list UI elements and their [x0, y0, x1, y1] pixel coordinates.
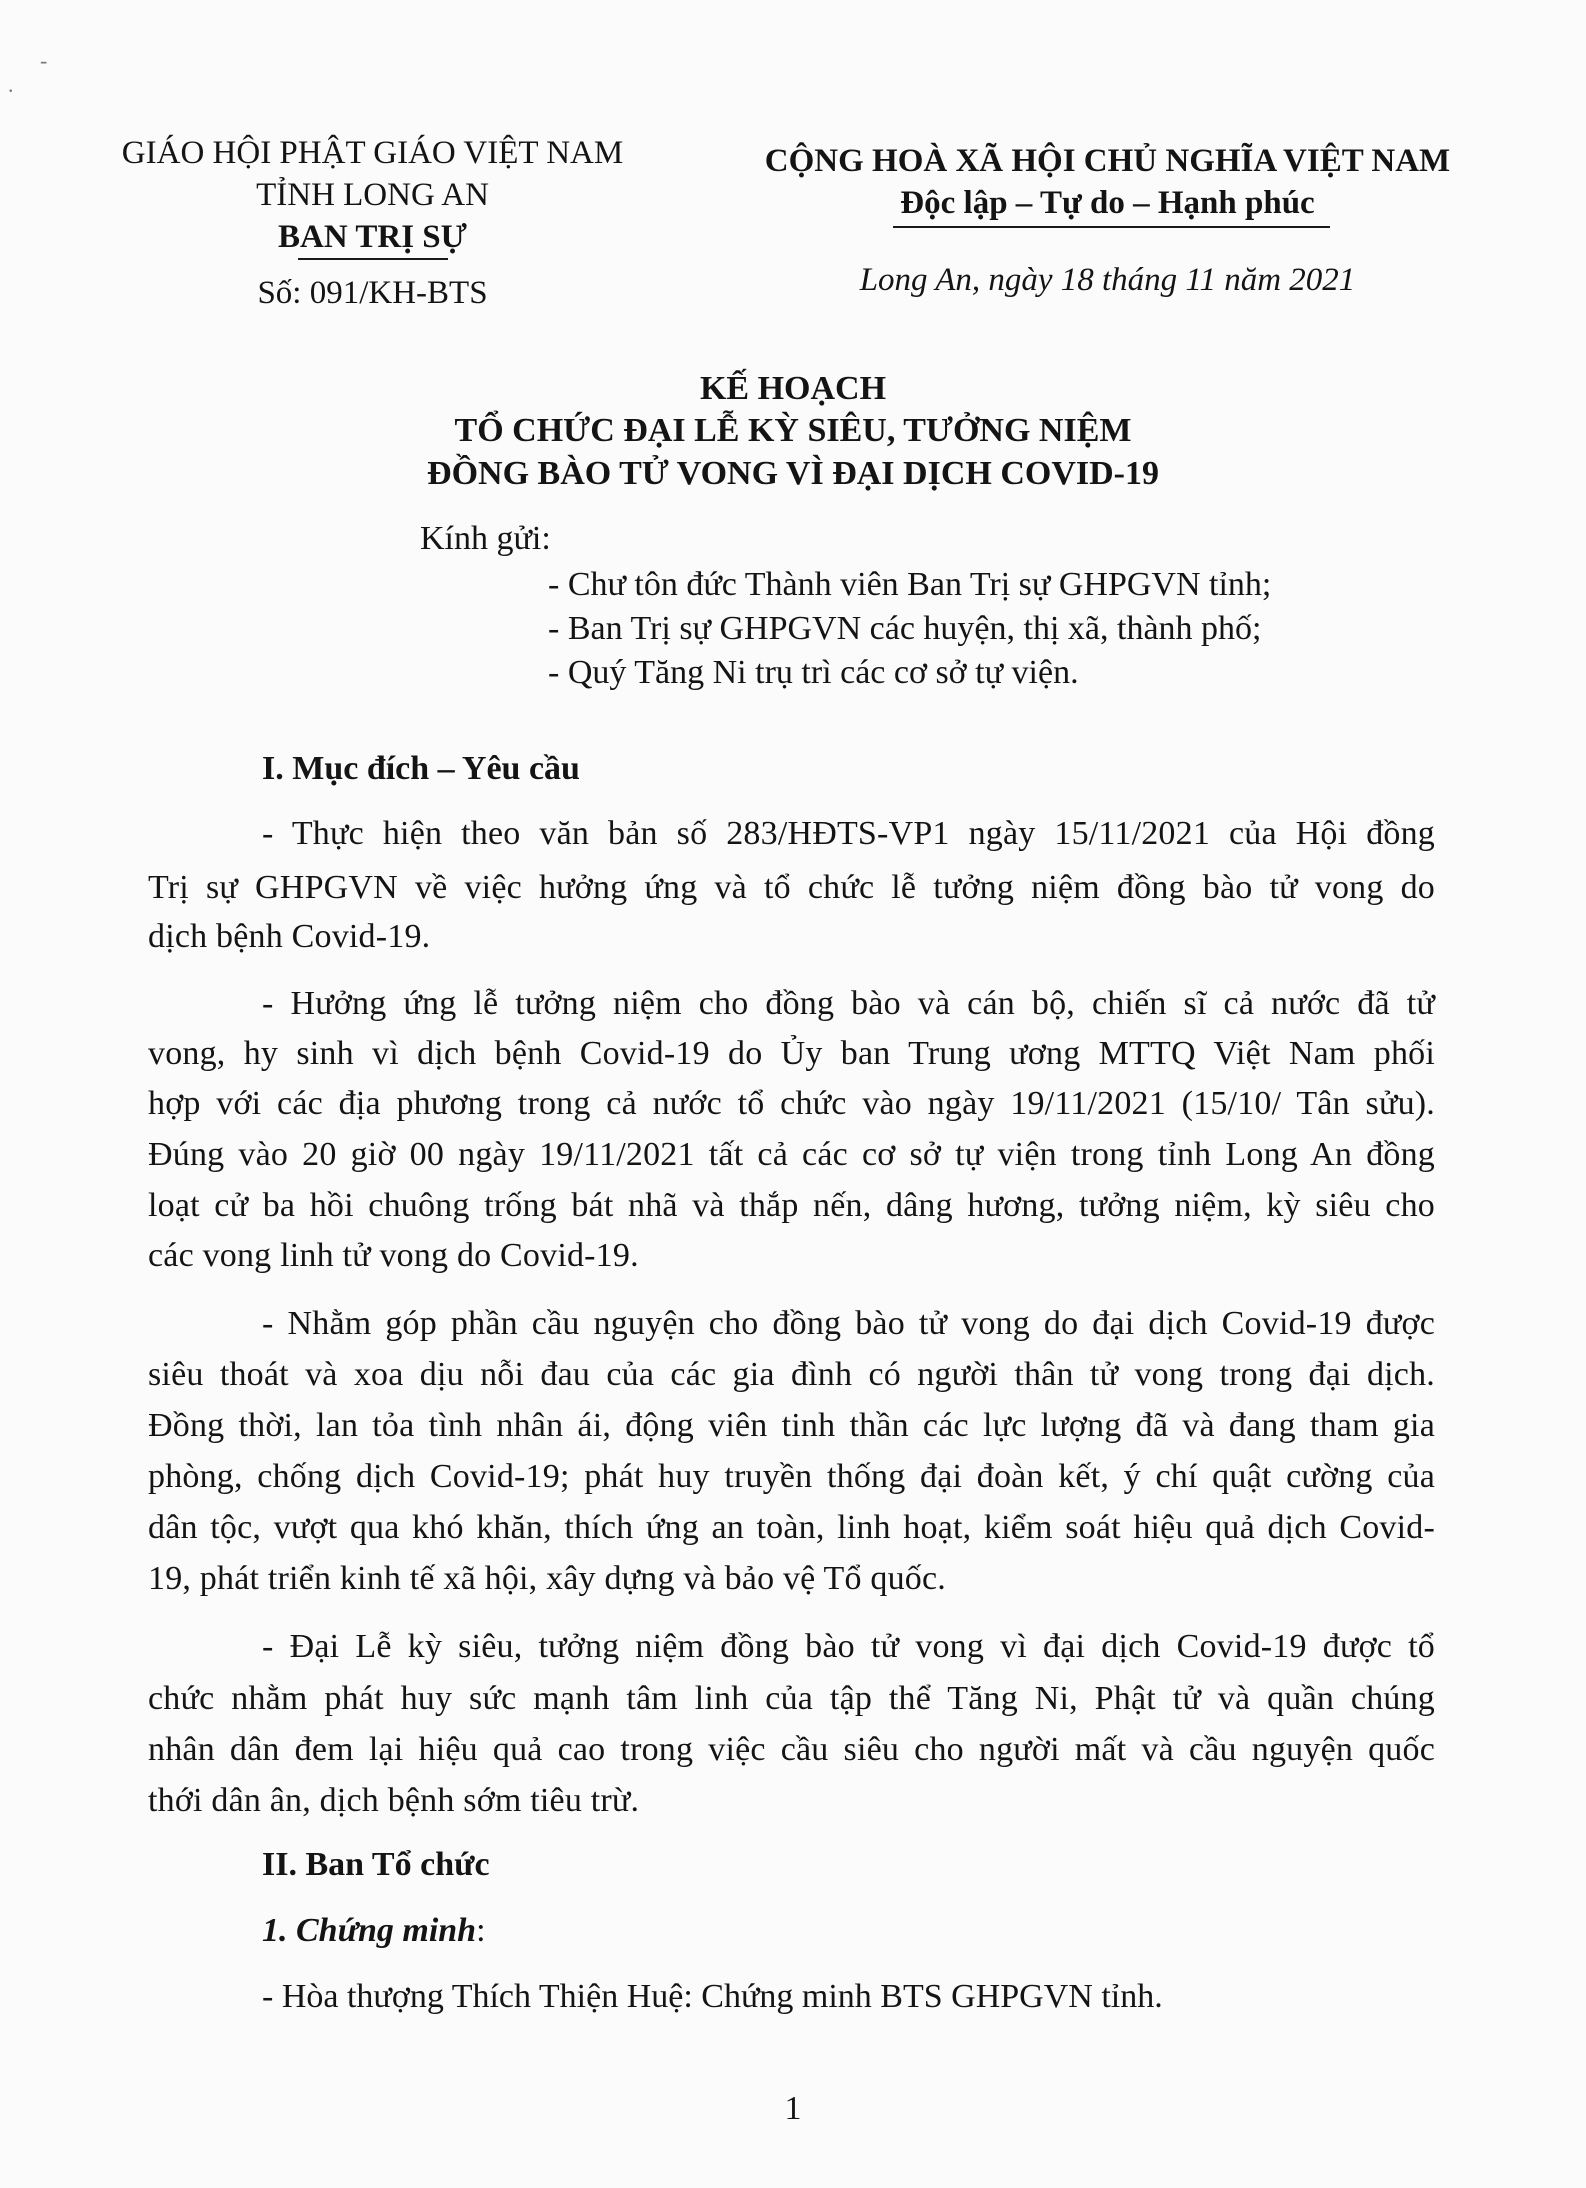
scan-mark: - [40, 48, 48, 73]
header-province: TỈNH LONG AN [256, 177, 489, 213]
section-2-sub-1-heading: 1. Chứng minh [262, 1912, 477, 1949]
header-motto: Độc lập – Tự do – Hạnh phúc [900, 185, 1315, 221]
section-1-p2-line: loạt cử ba hồi chuông trống bát nhã và thắp nến, dâng hương, tưởng niệm, kỳ siêu cho [148, 1187, 1435, 1224]
section-2-sub-1-item: - Hòa thượng Thích Thiện Huệ: Chứng minh BTS GHPGVN tỉnh. [262, 1978, 1163, 2015]
recipient-item: - Chư tôn đức Thành viên Ban Trị sự GHPGVN tỉnh; [548, 566, 1272, 603]
section-1-p4-line: chức nhằm phát huy sức mạnh tâm linh của tập thể Tăng Ni, Phật tử và quần chúng [148, 1680, 1435, 1717]
document-number: Số: 091/KH-BTS [257, 275, 488, 311]
section-1-p4-line: nhân dân đem lại hiệu quả cao trong việc cầu siêu cho người mất và cầu nguyện quốc [148, 1731, 1435, 1768]
place-date: Long An, ngày 18 tháng 11 năm 2021 [859, 262, 1356, 298]
section-1-p3-line: phòng, chống dịch Covid-19; phát huy truyền thống đại đoàn kết, ý chí quật cường của [148, 1458, 1435, 1495]
scan-mark: . [8, 72, 14, 97]
header-office-underline [298, 258, 448, 260]
page-number: 1 [784, 2090, 802, 2127]
header-country: CỘNG HOÀ XÃ HỘI CHỦ NGHĨA VIỆT NAM [764, 143, 1451, 179]
section-1-p2-line: Đúng vào 20 giờ 00 ngày 19/11/2021 tất cả các cơ sở tự viện trong tỉnh Long An đồng [148, 1136, 1435, 1173]
header-motto-underline [893, 226, 1330, 228]
section-1-heading: I. Mục đích – Yêu cầu [262, 750, 580, 787]
recipient-item: - Quý Tăng Ni trụ trì các cơ sở tự viện. [548, 654, 1079, 691]
recipients-label: Kính gửi: [420, 520, 551, 557]
section-1-p2-line: vong, hy sinh vì dịch bệnh Covid-19 do Ủy ban Trung ương MTTQ Việt Nam phối [148, 1035, 1435, 1072]
section-1-p2-line: - Hưởng ứng lễ tưởng niệm cho đồng bào và cán bộ, chiến sĩ cả nước đã tử [262, 985, 1435, 1022]
header-office: BAN TRỊ SỰ [278, 219, 467, 255]
section-1-p4-line: - Đại Lễ kỳ siêu, tưởng niệm đồng bào tử vong vì đại dịch Covid-19 được tổ [262, 1628, 1435, 1665]
section-1-p1-line: - Thực hiện theo văn bản số 283/HĐTS-VP1 ngày 15/11/2021 của Hội đồng [262, 815, 1435, 852]
recipient-item: - Ban Trị sự GHPGVN các huyện, thị xã, thành phố; [548, 610, 1262, 647]
section-1-p1-line: Trị sự GHPGVN về việc hưởng ứng và tổ chức lễ tưởng niệm đồng bào tử vong do [148, 869, 1435, 906]
section-2-sub-1 [262, 1912, 486, 1950]
title-line-1: KẾ HOẠCH [699, 370, 887, 407]
section-1-p3-line: dân tộc, vượt qua khó khăn, thích ứng an toàn, linh hoạt, kiểm soát hiệu quả dịch Covid- [148, 1509, 1435, 1546]
section-1-p3-line: - Nhằm góp phần cầu nguyện cho đồng bào tử vong do đại dịch Covid-19 được [262, 1305, 1435, 1342]
section-1-p4-line: thới dân ân, dịch bệnh sớm tiêu trừ. [148, 1782, 640, 1819]
header-org: GIÁO HỘI PHẬT GIÁO VIỆT NAM [121, 135, 624, 171]
title-line-2: TỔ CHỨC ĐẠI LỄ KỲ SIÊU, TƯỞNG NIỆM [454, 412, 1132, 449]
section-1-p3-line: siêu thoát và xoa dịu nỗi đau của các gia đình có người thân tử vong trong đại dịch. [148, 1356, 1435, 1393]
section-2-heading: II. Ban Tổ chức [262, 1846, 490, 1883]
section-1-p3-line: Đồng thời, lan tỏa tình nhân ái, động viên tinh thần các lực lượng đã và đang tham gia [148, 1407, 1435, 1444]
section-1-p3-line: 19, phát triển kinh tế xã hội, xây dựng và bảo vệ Tổ quốc. [148, 1560, 946, 1597]
section-1-p2-line: các vong linh tử vong do Covid-19. [148, 1237, 639, 1274]
section-1-p2-line: hợp với các địa phương trong cả nước tổ chức vào ngày 19/11/2021 (15/10/ Tân sửu). [148, 1085, 1435, 1122]
section-1-p1-line: dịch bệnh Covid-19. [148, 918, 431, 955]
title-line-3: ĐỒNG BÀO TỬ VONG VÌ ĐẠI DỊCH COVID-19 [427, 455, 1159, 492]
section-2-sub-1-colon: : [476, 1912, 486, 1949]
